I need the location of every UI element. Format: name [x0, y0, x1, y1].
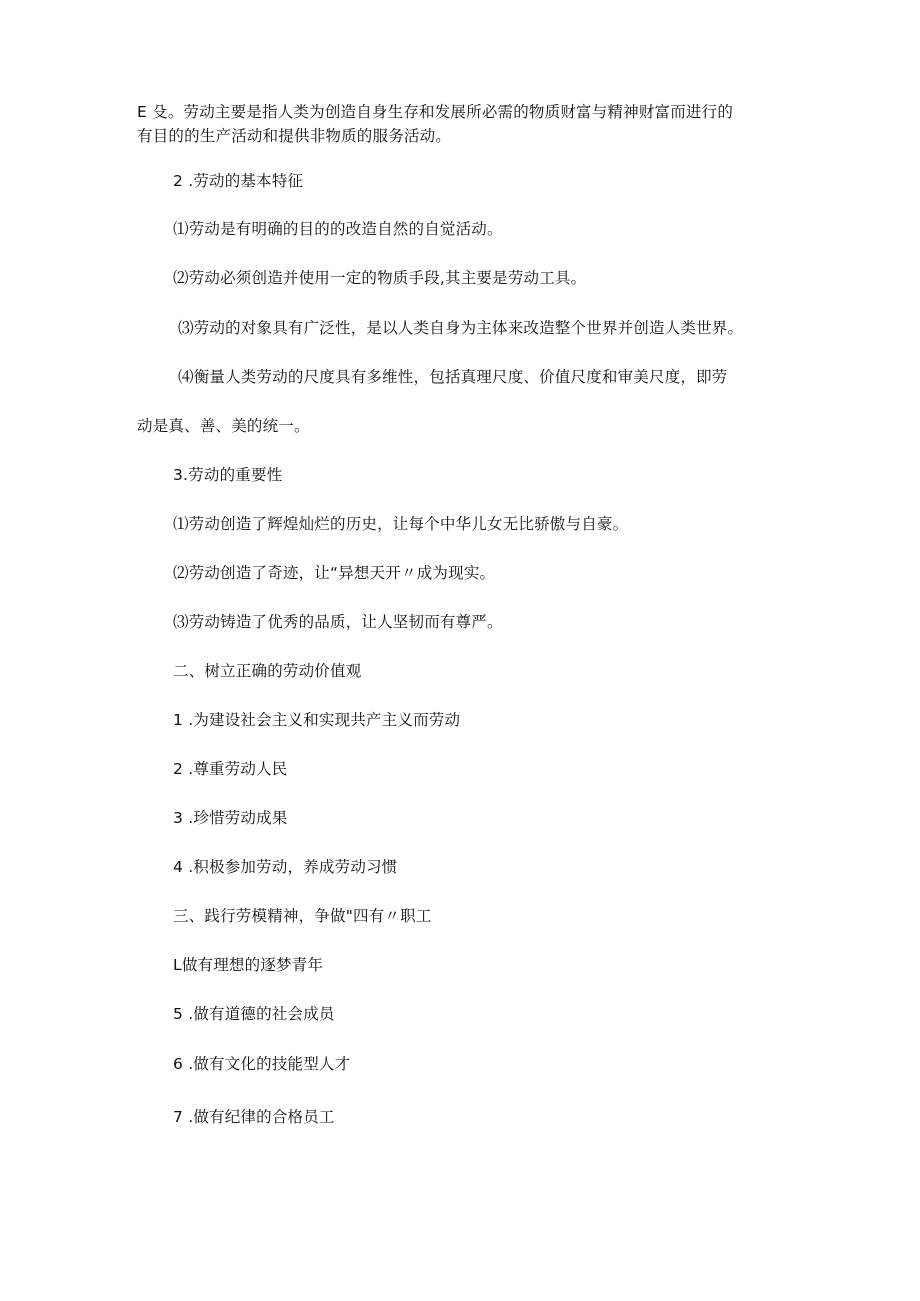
list-item-importance-2: ⑵劳动创造了奇迹，让“异想天开〃成为现实。 — [173, 564, 496, 582]
list-item-feature-2: ⑵劳动必须创造并使用一定的物质手段,其主要是劳动工具。 — [173, 269, 587, 287]
list-item-worker-3: 6 .做有文化的技能型人才 — [173, 1055, 351, 1073]
list-item-values-2: 2 .尊重劳动人民 — [173, 760, 288, 778]
paragraph-line-intro-1: E 殳。劳动主要是指人类为创造自身生存和发展所必需的物质财富与精神财富而进行的 — [137, 103, 734, 121]
list-item-feature-4: ⑷衡量人类劳动的尺度具有多维性，包括真理尺度、价值尺度和审美尺度，即劳 — [178, 368, 728, 386]
list-item-feature-4-continued: 动是真、善、美的统一。 — [137, 417, 310, 435]
heading-basic-features: 2 .劳动的基本特征 — [173, 172, 304, 190]
list-item-values-1: 1 .为建设社会主义和实现共产主义而劳动 — [173, 711, 461, 729]
paragraph-line-intro-2: 有目的的生产活动和提供非物质的服务活动。 — [137, 127, 452, 145]
list-item-values-3: 3 .珍惜劳动成果 — [173, 809, 288, 827]
section-heading-values: 二、树立正确的劳动价值观 — [173, 662, 362, 680]
heading-importance: 3.劳动的重要性 — [173, 466, 283, 484]
list-item-importance-3: ⑶劳动铸造了优秀的品质，让人坚韧而有尊严。 — [173, 613, 503, 631]
section-heading-model-worker: 三、践行劳模精神，争做"四有〃职工 — [173, 907, 432, 925]
list-item-values-4: 4 .积极参加劳动，养成劳动习惯 — [173, 858, 398, 876]
list-item-feature-3: ⑶劳动的对象具有广泛性，是以人类自身为主体来改造整个世界并创造人类世界。 — [178, 319, 744, 337]
list-item-worker-1: L做有理想的逐梦青年 — [173, 956, 324, 974]
list-item-importance-1: ⑴劳动创造了辉煌灿烂的历史，让每个中华儿女无比骄傲与自豪。 — [173, 515, 629, 533]
list-item-feature-1: ⑴劳动是有明确的目的的改造自然的自觉活动。 — [173, 220, 503, 238]
list-item-worker-4: 7 .做有纪律的合格员工 — [173, 1108, 335, 1126]
list-item-worker-2: 5 .做有道德的社会成员 — [173, 1005, 335, 1023]
